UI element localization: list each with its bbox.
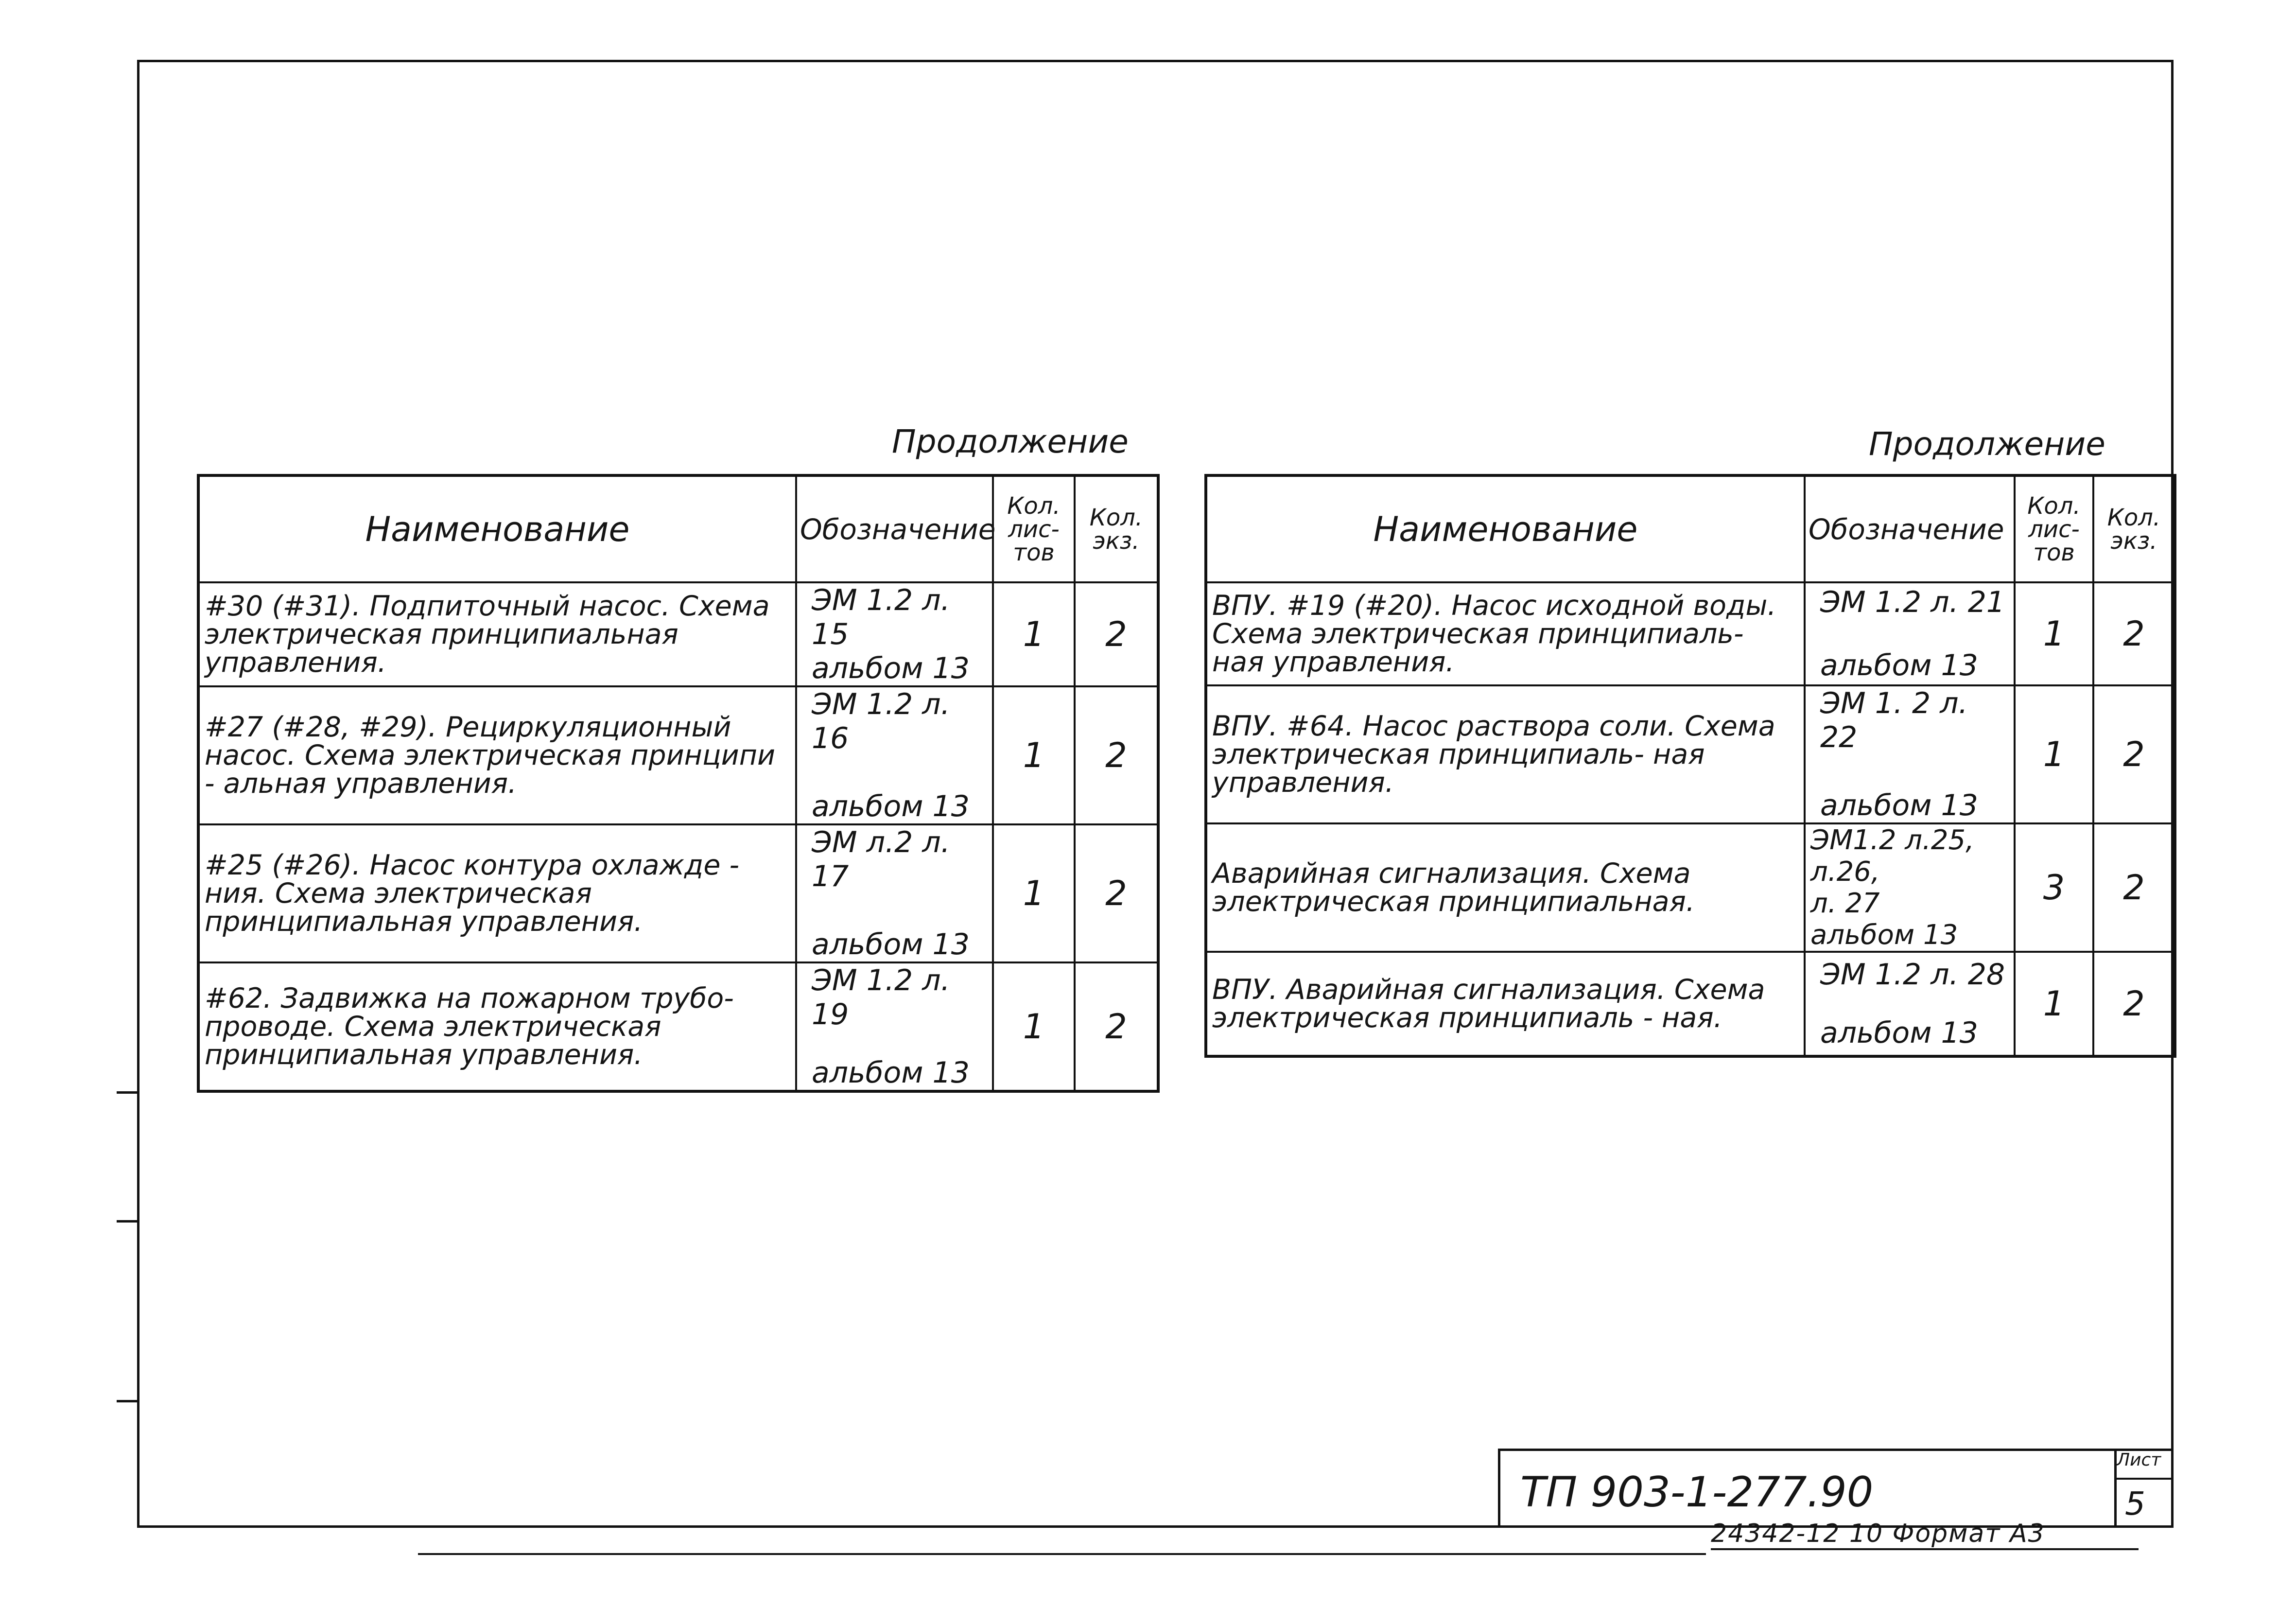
code-sheet: ЭМ л.2 л. 17 [812,825,950,893]
row-copies: 2 [2093,952,2175,1056]
row-copies: 2 [2093,685,2175,823]
header-sheets: Кол. лис- тов [993,475,1075,582]
row-description: ВПУ. Аварийная сигнализация. Схема электрическая принципиаль - ная. [1206,952,1805,1056]
header-copies: Кол. экз. [1075,475,1158,582]
code-album: альбом 13 [1820,648,1978,682]
row-sheets: 1 [2015,685,2093,823]
table-row [1206,685,2175,823]
header-name: Наименование [1206,475,1805,582]
row-code [796,582,993,686]
table-row [1206,823,2175,952]
code-album: альбом 13 [812,789,970,823]
code-sheet: ЭМ 1.2 л. 28 [1820,958,2005,992]
row-sheets: 1 [2015,582,2093,685]
code-album: альбом 13 [1810,919,1958,951]
row-description: #25 (#26). Насос контура охлажде - ния. Схема электрическая принципиальная управления. [198,824,796,962]
row-copies: 2 [1075,582,1158,686]
table-row [1206,952,2175,1056]
code-sheet: ЭМ 1.2 л. 19 [812,963,950,1031]
table-row [198,686,1158,824]
sheet-label: Лист [2117,1450,2161,1470]
code-sheet: ЭМ 1. 2 л. 22 [1820,686,1968,754]
row-sheets: 1 [993,582,1075,686]
row-code [1805,582,2015,685]
row-sheets: 1 [993,824,1075,962]
footer-rule [1711,1548,2139,1550]
code-sheet: ЭМ 1.2 л. 16 [812,687,950,755]
table-row [198,824,1158,962]
sheet-number: 5 [2125,1485,2145,1522]
row-copies: 2 [2093,582,2175,685]
row-description: #62. Задвижка на пожарном трубо- проводе. Схема электрическая принципиальная управления. [198,962,796,1091]
row-description: Аварийная сигнализация. Схема электрическая принципиальная. [1206,823,1805,952]
row-sheets: 3 [2015,823,2093,952]
code-sheet: ЭМ1.2 л.25, л.26, л. 27 [1810,824,1974,919]
table-row [198,582,1158,686]
table-row [1206,582,2175,685]
header-code: Обозначение [1805,475,2015,582]
header-name: Наименование [198,475,796,582]
row-code [1805,952,2015,1056]
left-spec-table [197,474,1160,1093]
right-spec-table [1204,474,2176,1058]
footer-format-line: 24342-12 10 Формат А3 [1711,1519,2045,1548]
code-album: альбом 13 [812,1056,970,1090]
margin-tick [117,1091,139,1094]
code-album: альбом 13 [812,927,970,961]
row-description: ВПУ. #64. Насос раствора соли. Схема электрическая принципиаль- ная управления. [1206,685,1805,823]
row-code [796,824,993,962]
row-sheets: 1 [993,686,1075,824]
code-sheet: ЭМ 1.2 л. 15 [812,583,950,651]
row-sheets: 1 [993,962,1075,1091]
header-copies: Кол. экз. [2093,475,2175,582]
code-album: альбом 13 [1820,1016,1978,1050]
row-code [1805,823,2015,952]
row-copies: 2 [1075,686,1158,824]
left-table-caption: Продолжение [892,423,1129,460]
header-code: Обозначение [796,475,993,582]
row-sheets: 1 [2015,952,2093,1056]
margin-tick [117,1220,139,1223]
row-code [1805,685,2015,823]
table-header-row [1206,475,2175,582]
code-sheet: ЭМ 1.2 л. 21 [1820,585,2005,619]
margin-tick [117,1400,139,1402]
row-description: #30 (#31). Подпиточный насос. Схема электрическая принципиальная управления. [198,582,796,686]
row-copies: 2 [1075,824,1158,962]
table-row [198,962,1158,1091]
table-header-row [198,475,1158,582]
document-code: ТП 903-1-277.90 [1520,1468,1874,1517]
code-album: альбом 13 [1820,788,1978,822]
header-sheets: Кол. лис- тов [2015,475,2093,582]
sheet-divider [2114,1478,2174,1480]
right-table-caption: Продолжение [1869,425,2105,463]
row-description: #27 (#28, #29). Рециркуляционный насос. Схема электрическая принципи - альная управления. [198,686,796,824]
row-code [796,962,993,1091]
row-code [796,686,993,824]
code-album: альбом 13 [812,651,970,685]
row-copies: 2 [1075,962,1158,1091]
row-description: ВПУ. #19 (#20). Насос исходной воды. Схема электрическая принципиаль- ная управления. [1206,582,1805,685]
bottom-rule [418,1553,1706,1555]
row-copies: 2 [2093,823,2175,952]
